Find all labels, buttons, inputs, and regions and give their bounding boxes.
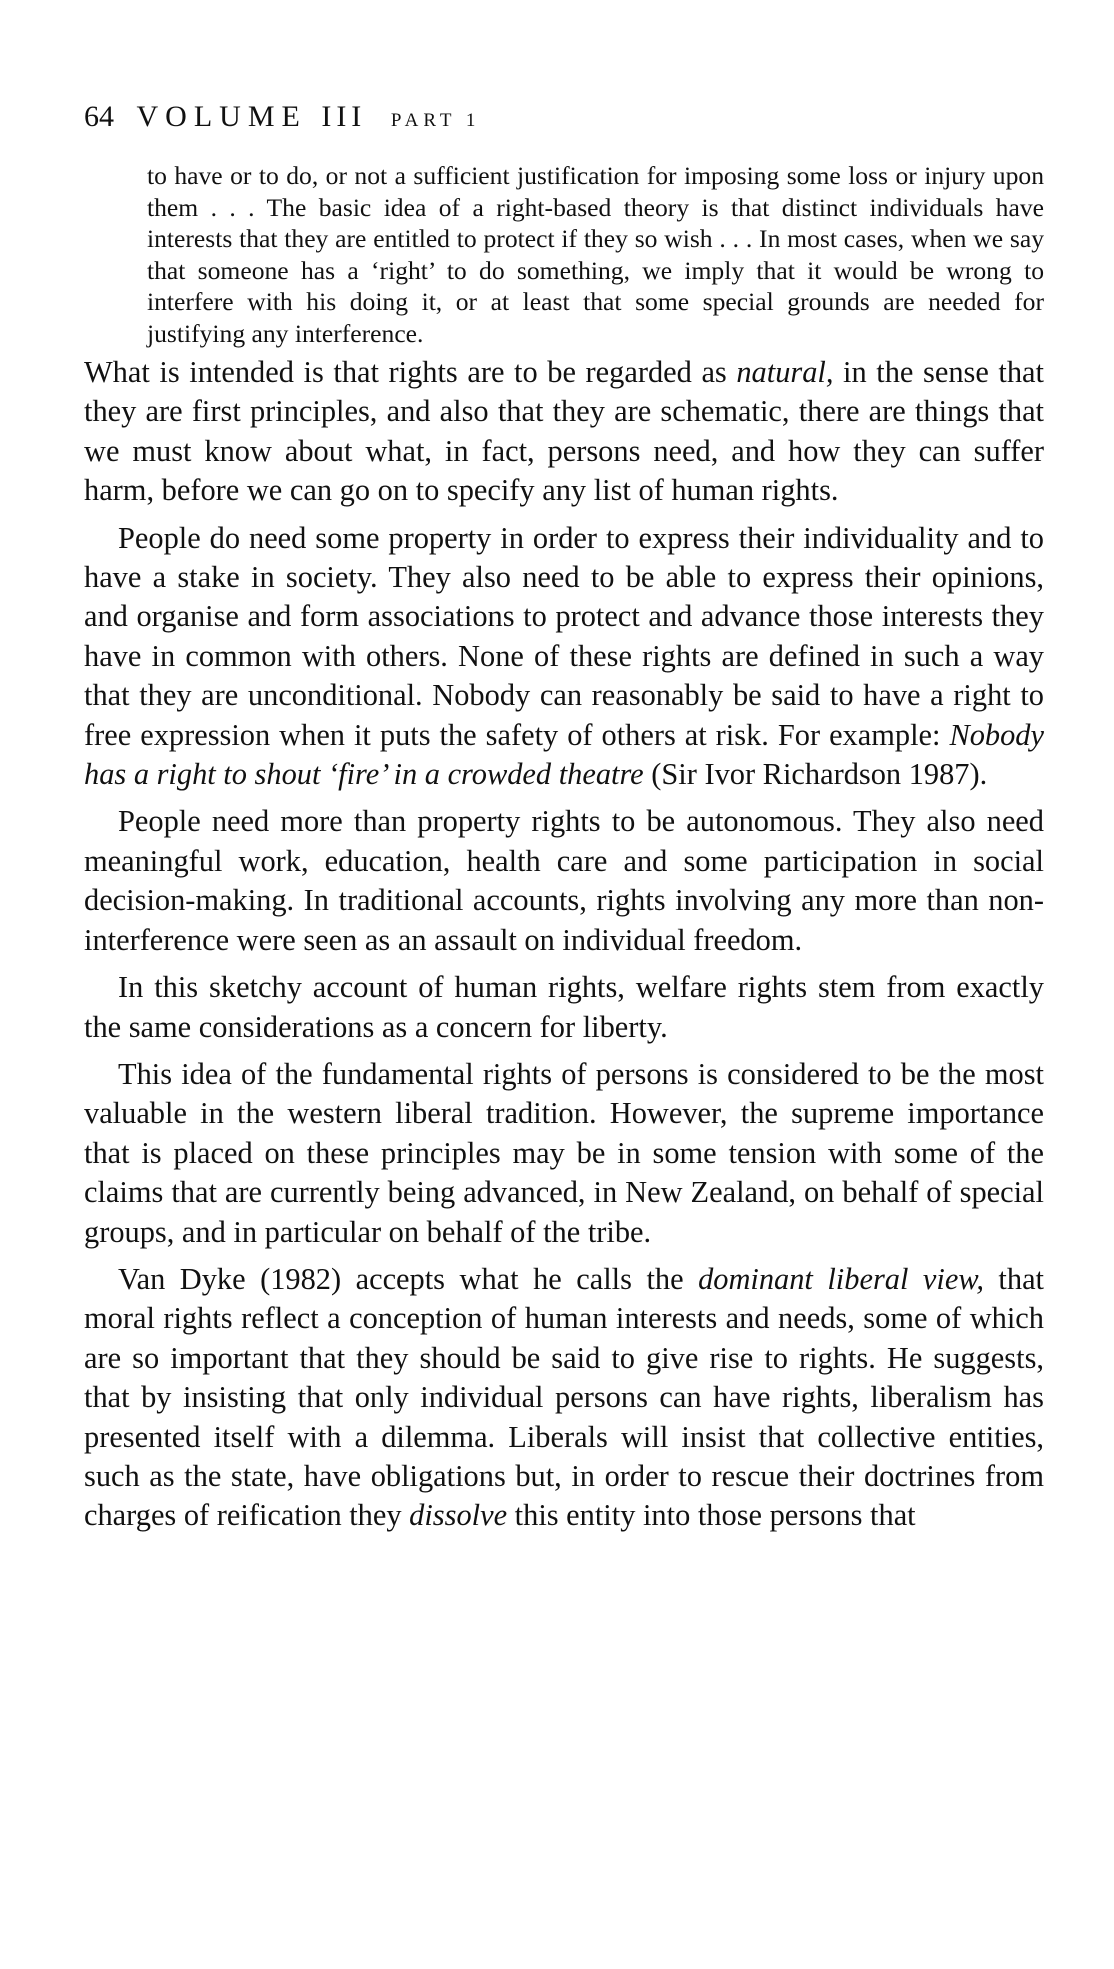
volume-number: III xyxy=(321,100,367,133)
paragraph-1 xyxy=(84,353,1044,511)
paragraph-4: In this sketchy account of human rights, welfare rights stem from exactly the same considerations as a concern for liberty. xyxy=(84,970,1044,1044)
block-quote: to have or to do, or not a sufficient justification for imposing some loss or injury upon them . . . The basic idea of a right-based theory is that distinct individuals have interests that they are entitled to protect if they so wish . . . In most cases, when we say that someone has a ‘right’ to do something, we imply that it would be wrong to interfere with his doing it, or at least that some special grounds are needed for justifying any interference. xyxy=(147,161,1044,348)
p1-italic: natural, xyxy=(736,355,834,389)
p6-text-a: Van Dyke (1982) accepts what he calls the xyxy=(118,1261,699,1296)
p6-italic-2: dissolve xyxy=(409,1498,508,1533)
paragraph-2 xyxy=(84,519,1044,795)
p2-text-c: (Sir Ivor Richardson 1987). xyxy=(643,757,988,792)
p6-text-e: this entity into those persons that xyxy=(507,1498,916,1533)
p2-text-a: People do need some property in order to express their individuality and to have a stake in society. They also need to be able to express their opinions, and organise and form associations to protect and advance those interests they have in common with others. None of these rights are defined in such a way that they are unconditional. Nobody can reasonably be said to have a right to free expression when it puts the safety of others at risk. For example: xyxy=(84,520,1044,752)
running-head xyxy=(84,100,1044,160)
p1-text-c: in the sense that they are first principles, and also that they are schematic, there are things that we must know about what, in fact, persons need, and how they can suffer harm, before we can go on to specify any list of human rights. xyxy=(84,355,1044,508)
p1-text-a: What is intended is that rights are to be regarded as xyxy=(84,355,737,389)
volume-word: VOLUME xyxy=(136,100,307,133)
part-label: PART 1 xyxy=(390,110,481,131)
p6-italic-1: dominant liberal view, xyxy=(698,1261,984,1296)
book-page xyxy=(84,100,1044,1536)
p6-text-c: that moral rights reflect a conception of human interests and needs, some of which are so important that they should be said to give rise to rights. He suggests, that by insisting that only individual persons can have rights, liberalism has presented itself with a dilemma. Liberals will insist that collective entities, such as the state, have obligations but, in order to rescue their doctrines from charges of reification they xyxy=(84,1261,1045,1533)
p2-italic: Nobody has a right to shout ‘fire’ in a crowded theatre xyxy=(84,717,1044,792)
paragraph-3: People need more than property rights to be autonomous. They also need meaningful work, education, health care and some participation in social decision-making. In traditional accounts, rights involving any more than non-interference were seen as an assault on individual freedom. xyxy=(84,804,1044,957)
paragraph-5: This idea of the fundamental rights of persons is considered to be the most valuable in the western liberal tradition. However, the supreme importance that is placed on these principles may be in some tension with some of the claims that are currently being advanced, in New Zealand, on behalf of special groups, and in particular on behalf of the tribe. xyxy=(84,1056,1044,1249)
page-number: 64 xyxy=(84,100,114,133)
paragraph-6 xyxy=(84,1260,1044,1536)
